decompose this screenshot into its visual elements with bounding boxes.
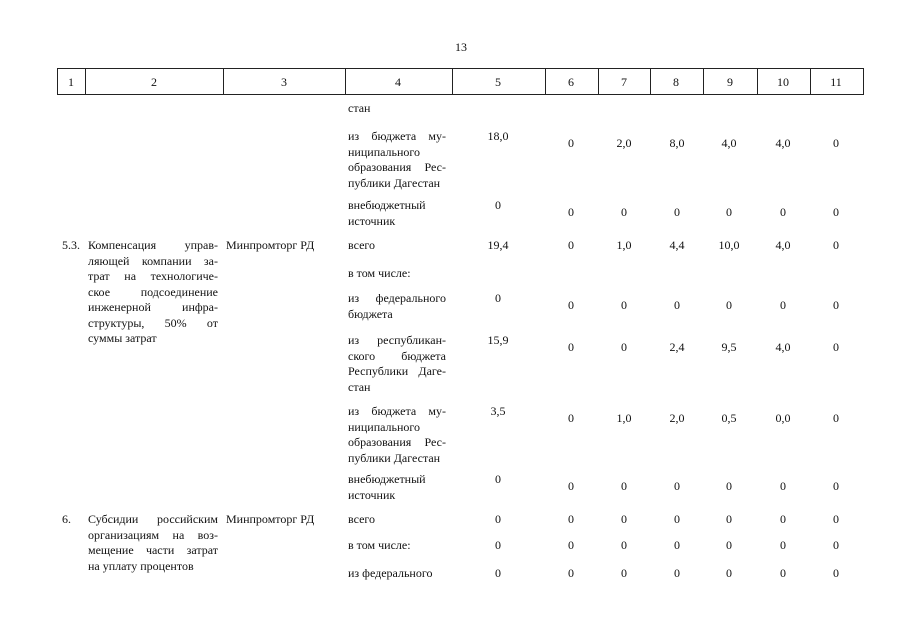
value-cell: 0 [568,512,574,526]
value-cell: 0 [621,479,627,493]
value-cell: 2,0 [616,136,632,150]
value-cell: 0 [726,566,732,580]
value-cell: 15,9 [487,333,509,347]
row-label-line: внебюджетный [348,472,426,486]
row-label-line: из бюджета му- [348,404,446,418]
header-divider [345,68,346,94]
value-cell: 4,0 [775,136,791,150]
header-cell: 9 [727,75,733,89]
value-cell: 0 [568,538,574,552]
description-line: организациям на воз- [88,527,218,542]
header-divider [757,68,758,94]
value-cell: 3,5 [490,404,506,418]
header-divider [545,68,546,94]
value-cell: 0 [674,298,680,312]
row-label-line: из республикан- [348,333,446,347]
row-label [348,198,446,229]
header-cell: 11 [830,75,842,89]
header-cell: 4 [395,75,401,89]
row-label [348,333,446,395]
row-label [348,238,446,254]
value-cell: 0 [833,512,839,526]
value-cell: 0 [568,479,574,493]
value-cell: 0 [674,512,680,526]
value-cell: 0 [726,205,732,219]
row-label-line: из федерального [348,291,446,305]
row-label-line: публики Дагестан [348,175,441,190]
value-cell: 0 [726,479,732,493]
header-cell: 7 [621,75,627,89]
value-cell: 0 [780,205,786,219]
value-cell: 4,0 [775,340,791,354]
description-line: Компенсация управ- [88,238,218,252]
row-label-line: образования Рес- [348,435,446,449]
row-label-line: стан [348,101,371,115]
description-line: мещение части затрат [88,543,218,557]
row-label-line: всего [348,238,376,252]
header-divider [223,68,224,94]
header-top-rule [57,68,864,69]
description-line: ское подсоединение [88,284,218,299]
row-label [348,129,446,191]
row-label-line: стан [348,379,371,394]
value-cell: 0,0 [775,411,791,425]
row-label-line: источник [348,487,396,502]
value-cell: 0 [726,298,732,312]
row-label-line: Республики Даге- [348,364,446,378]
header-divider [452,68,453,94]
value-cell: 0 [674,205,680,219]
value-cell: 8,0 [669,136,685,150]
page-number: 13 [455,40,467,54]
value-cell: 0 [780,512,786,526]
header-divider [650,68,651,94]
value-cell: 0 [833,479,839,493]
value-cell: 0 [780,298,786,312]
row-label [348,566,446,582]
value-cell: 0 [495,512,501,526]
row-label-line: образования Рес- [348,160,446,174]
value-cell: 0 [833,340,839,354]
value-cell: 0 [495,566,501,580]
row-label-line: ского бюджета [348,348,446,363]
row-label-line: источник [348,213,396,228]
value-cell: 0 [674,566,680,580]
row-label-line: в том числе: [348,266,411,280]
value-cell: 0 [568,238,574,252]
value-cell: 4,4 [669,238,685,252]
row-label-line: из бюджета му- [348,129,446,143]
value-cell: 0 [833,136,839,150]
value-cell: 0 [621,538,627,552]
value-cell: 0 [674,479,680,493]
value-cell: 0 [621,512,627,526]
value-cell: 0 [495,472,501,486]
header-bottom-rule [57,94,864,95]
row-label-line: из федерального [348,566,433,580]
value-cell: 9,5 [721,340,737,354]
value-cell: 0 [780,479,786,493]
row-label [348,404,446,466]
description-line: трат на технологиче- [88,269,218,283]
row-label [348,101,446,117]
item-number: 5.3. [62,238,80,252]
row-label [348,472,446,503]
row-label-line: внебюджетный [348,198,426,212]
value-cell: 0 [833,566,839,580]
value-cell: 19,4 [487,238,509,252]
value-cell: 0 [568,340,574,354]
header-cell: 1 [68,75,74,89]
value-cell: 0 [726,538,732,552]
value-cell: 0 [674,538,680,552]
header-cell: 3 [281,75,287,89]
header-cell: 6 [568,75,574,89]
value-cell: 2,4 [669,340,685,354]
description-line: суммы затрат [88,331,157,345]
value-cell: 0 [568,298,574,312]
header-cell: 10 [777,75,789,89]
value-cell: 0 [568,566,574,580]
value-cell: 0 [726,512,732,526]
value-cell: 1,0 [616,411,632,425]
value-cell: 1,0 [616,238,632,252]
description-line: на уплату процентов [88,558,194,573]
value-cell: 4,0 [775,238,791,252]
header-cell: 8 [673,75,679,89]
value-cell: 18,0 [487,129,509,143]
row-label-line: ниципального [348,419,421,434]
value-cell: 0 [780,566,786,580]
value-cell: 0 [621,205,627,219]
value-cell: 0 [568,136,574,150]
item-number: 6. [62,512,71,526]
value-cell: 4,0 [721,136,737,150]
value-cell: 0 [568,411,574,425]
value-cell: 0,5 [721,411,737,425]
value-cell: 0 [833,411,839,425]
item-description [88,238,218,347]
header-divider [703,68,704,94]
row-label-line: ниципального [348,144,421,159]
value-cell: 0 [495,538,501,552]
item-executor: Минпромторг РД [226,512,315,526]
value-cell: 0 [621,298,627,312]
description-line: инженерной инфра- [88,300,218,314]
row-label [348,266,446,282]
header-divider [863,68,864,94]
row-label-line: всего [348,512,376,526]
value-cell: 10,0 [718,238,740,252]
row-label [348,291,446,322]
description-line: ляющей компании за- [88,253,218,268]
header-cell: 2 [151,75,157,89]
description-line: Субсидии российским [88,512,218,526]
item-executor: Минпромторг РД [226,238,315,252]
header-divider [598,68,599,94]
item-description [88,512,218,574]
value-cell: 0 [495,291,501,305]
description-line: структуры, 50% от [88,315,218,330]
row-label-line: публики Дагестан [348,450,441,465]
row-label-line: в том числе: [348,538,411,552]
header-divider [810,68,811,94]
value-cell: 0 [495,198,501,212]
value-cell: 0 [568,205,574,219]
row-label [348,538,446,554]
row-label [348,512,446,528]
value-cell: 0 [833,238,839,252]
value-cell: 0 [833,538,839,552]
value-cell: 0 [780,538,786,552]
header-cell: 5 [495,75,501,89]
value-cell: 0 [621,340,627,354]
value-cell: 0 [833,205,839,219]
value-cell: 0 [833,298,839,312]
row-label-line: бюджета [348,306,393,321]
value-cell: 0 [621,566,627,580]
value-cell: 2,0 [669,411,685,425]
